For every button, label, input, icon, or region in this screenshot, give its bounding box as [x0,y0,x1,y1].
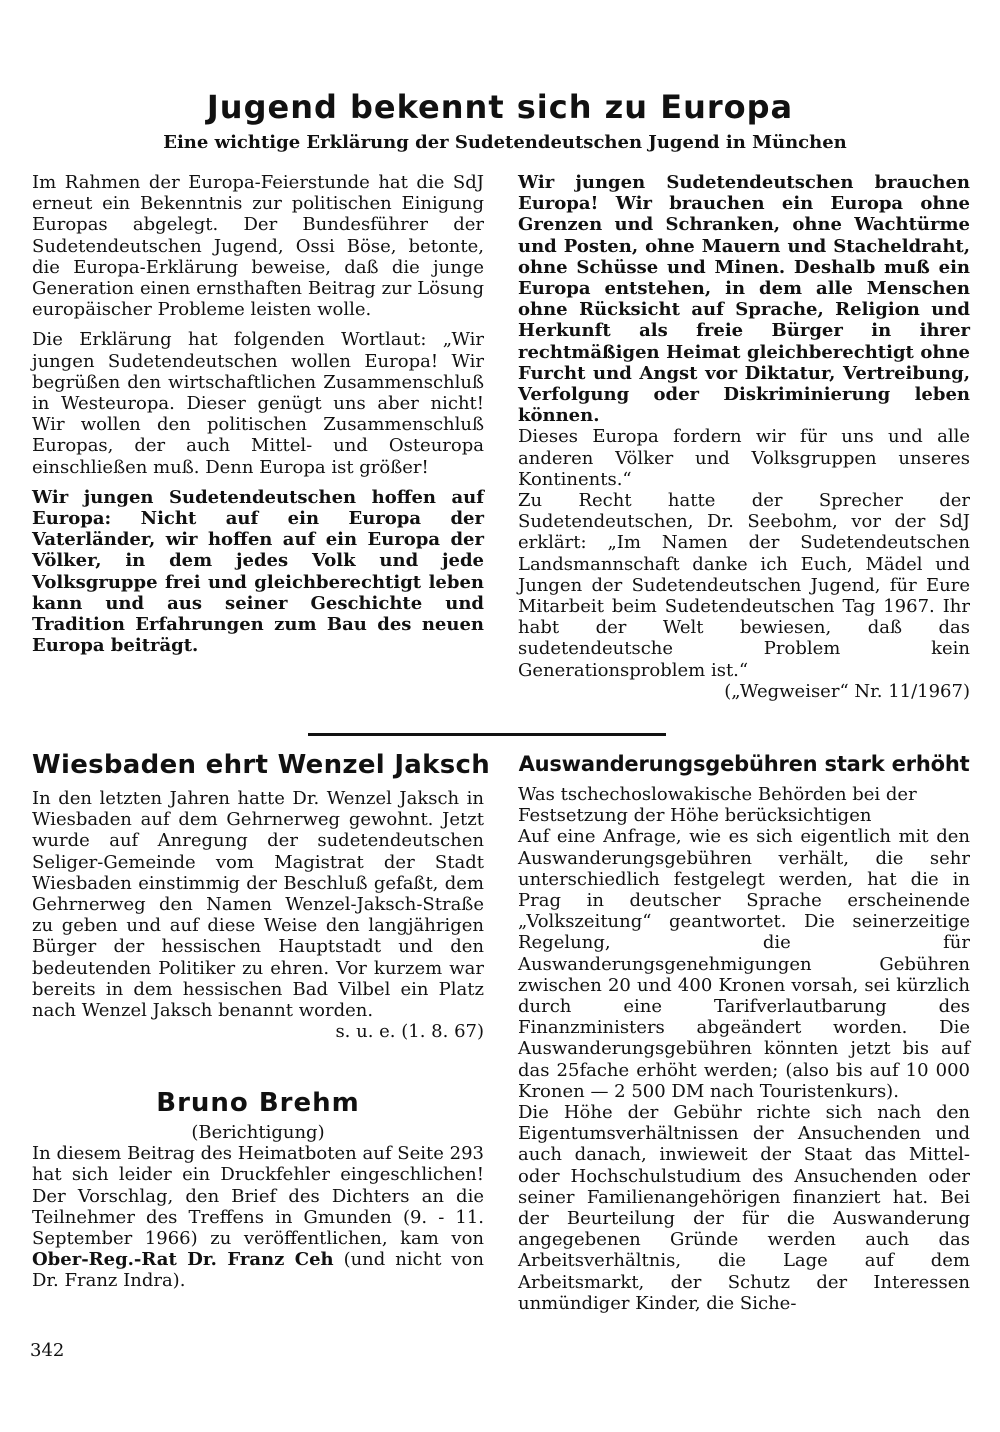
europa-paragraph-5: Dieses Europa fordern wir für uns und alle anderen Völker und Volksgruppen unseres Kontinents.“ [518,426,970,490]
brehm-body [32,1143,484,1291]
auswanderung-paragraph-2: Die Höhe der Gebühr richte sich nach den Eigentumsverhältnissen der Ansuchenden und auch danach, inwieweit der Staat das Mittel- oder Hochschulstudium des Ansuchenden oder seiner Familienangehörigen finanziert hat. Bei der Beurteilung der für die Auswanderung angegebenen Gründe werden auch das Arbeitsverhältnis, die Lage auf dem Arbeitsmarkt, der Schutz der Interessen unmündiger Kinder, die Siche- [518,1102,970,1314]
europa-source: („Wegweiser“ Nr. 11/1967) [724,680,970,702]
headline-europa: Jugend bekennt sich zu Europa [206,88,794,126]
europa-column-left [32,172,484,656]
wiesbaden-column [32,788,484,1042]
brehm-body-end: (und nicht von Dr. Franz Indra). [32,1249,484,1292]
brehm-column [32,1122,484,1292]
brehm-body-bold: Ober-Reg.-Rat Dr. Franz Ceh [32,1249,334,1271]
europa-column-right [518,172,970,702]
wiesbaden-signature: s. u. e. (1. 8. 67) [335,1021,484,1043]
brehm-title: Bruno Brehm [156,1088,360,1118]
auswanderung-paragraph-1: Auf eine Anfrage, wie es sich eigentlich mit den Auswanderungsgebühren verhält, die sehr unterschiedlich festgelegt werden, hat die in Prag in deutscher Sprache erscheinende „Volkszeitung“ geantwortet. Die seinerzeitige Regelung, die für Auswanderungsgenehmigungen Gebühren zwischen 20 und 400 Kronen vorsah, sei kürzlich durch eine Tarifverlautbarung des Finanzministers abgeändert worden. Die Auswanderungsgebühren könnten jetzt bis auf das 25fache erhöht werden; (also bis auf 10 000 Kronen — 2 500 DM nach Touristenkurs). [518,826,970,1102]
subheadline-europa: Eine wichtige Erklärung der Sudetendeutschen Jugend in München [163,132,847,153]
page-number: 342 [30,1340,65,1361]
wiesbaden-body: In den letzten Jahren hatte Dr. Wenzel Jaksch in Wiesbaden auf dem Gehrnerweg gewohnt. Jetzt wurde auf Anregung der sudetendeutschen Seliger-Gemeinde vom Magistrat der Stadt Wiesbaden einstimmig der Beschluß gefaßt, dem Gehrnerweg den Namen Wenzel-Jaksch-Straße zu geben und auf diese Weise den langjährigen Bürger der hessischen Hauptstadt und den bedeutenden Politiker zu ehren. Vor kurzem war bereits in dem hessischen Bad Vilbel ein Platz nach Wenzel Jaksch benannt worden. [32,788,484,1022]
wiesbaden-title: Wiesbaden ehrt Wenzel Jaksch [32,750,491,780]
europa-paragraph-1: Im Rahmen der Europa-Feierstunde hat die SdJ erneut ein Bekenntnis zur politischen Einigung Europas abgelegt. Der Bundesführer der Sudetendeutschen Jugend, Ossi Böse, betonte, die Europa-Erklärung beweise, daß die junge Generation einen ernsthaften Beitrag zur Lösung europäischer Probleme leisten wolle. [32,172,484,321]
auswanderung-title: Auswanderungsgebühren stark erhöht [518,752,970,776]
europa-paragraph-3: Wir jungen Sudetendeutschen hoffen auf Europa: Nicht auf ein Europa der Vaterländer, wir hoffen auf ein Europa der Völker, in dem jedes Volk und jede Volksgruppe frei und gleichberechtigt leben kann und aus seiner Geschichte und Tradition Erfahrungen zum Bau des neuen Europa beiträgt. [32,486,484,657]
brehm-body-start: In diesem Beitrag des Heimatboten auf Seite 293 hat sich leider ein Druckfehler eingeschlichen! Der Vorschlag, den Brief des Dichters an die Teilnehmer des Treffens in Gmunden (9. - 11. September 1966) zu veröffentlichen, kam von [32,1143,484,1250]
brehm-subtitle: (Berichtigung) [191,1122,325,1143]
auswanderung-lead: Was tschechoslowakische Behörden bei der Festsetzung der Höhe berücksichtigen [518,784,917,827]
europa-paragraph-6: Zu Recht hatte der Sprecher der Sudetendeutschen, Dr. Seebohm, vor der SdJ erklärt: „Im Namen der Sudetendeutschen Landsmannschaft danke ich Euch, Mädel und Jungen der Sudetendeutschen Jugend, für Eure Mitarbeit beim Sudetendeutschen Tag 1967. Ihr habt der Welt bewiesen, daß das sudetendeutsche Problem kein Generationsproblem ist.“ [518,490,970,681]
auswanderung-column [518,784,970,1314]
europa-paragraph-4: Wir jungen Sudetendeutschen brauchen Europa! Wir brauchen ein Europa ohne Grenzen und Schranken, ohne Wachtürme und Posten, ohne Mauern und Stacheldraht, ohne Schüsse und Minen. Deshalb muß ein Europa entstehen, in dem alle Menschen ohne Rücksicht auf Sprache, Religion und Herkunft als freie Bürger in ihrer rechtmäßigen Heimat gleichberechtigt ohne Furcht und Angst vor Diktatur, Vertreibung, Verfolgung oder Diskriminierung leben können. [518,172,970,427]
europa-paragraph-2: Die Erklärung hat folgenden Wortlaut: „Wir jungen Sudetendeutschen wollen Europa! Wir begrüßen den wirtschaftlichen Zusammenschluß in Westeuropa. Dieser genügt uns aber nicht! Wir wollen den politischen Zusammenschluß Europas, der auch Mittel- und Osteuropa einschließen muß. Denn Europa ist größer! [32,329,484,478]
section-divider [308,733,666,736]
